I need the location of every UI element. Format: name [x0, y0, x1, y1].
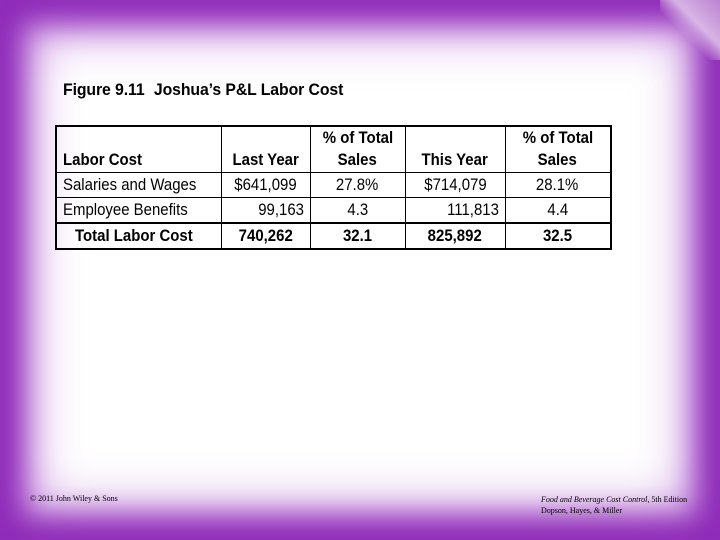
row-label: Salaries and Wages	[56, 173, 221, 198]
this-year-value: 111,813	[405, 198, 505, 224]
figure-number: Figure 9.11	[63, 80, 145, 99]
total-this-year-percent: 32.5	[505, 223, 611, 249]
labor-cost-table	[55, 125, 612, 250]
total-this-year-value: 825,892	[405, 223, 505, 249]
header-last-year: Last Year	[221, 126, 310, 173]
footer-book-title: Food and Beverage Cost Control	[541, 495, 648, 504]
figure-caption: Joshua’s P&L Labor Cost	[153, 80, 344, 99]
last-year-value: 99,163	[221, 198, 310, 224]
header-labor-cost: Labor Cost	[56, 126, 221, 173]
table-row-salaries	[56, 173, 611, 198]
header-last-year-percent: % of Total Sales	[310, 126, 405, 173]
last-year-percent: 4.3	[310, 198, 405, 224]
page-curl-decoration	[660, 0, 720, 60]
this-year-percent: 28.1%	[505, 173, 611, 198]
footer-authors: Dopson, Hayes, & Miller	[541, 506, 623, 515]
table-row-benefits	[56, 198, 611, 224]
total-label: Total Labor Cost	[56, 223, 221, 249]
table-header-row	[56, 126, 611, 173]
this-year-value: $714,079	[405, 173, 505, 198]
total-last-year-value: 740,262	[221, 223, 310, 249]
this-year-percent: 4.4	[505, 198, 611, 224]
header-this-year-percent: % of Total Sales	[505, 126, 611, 173]
total-last-year-percent: 32.1	[310, 223, 405, 249]
header-this-year: This Year	[405, 126, 505, 173]
footer-citation	[541, 494, 687, 516]
last-year-percent: 27.8%	[310, 173, 405, 198]
row-label: Employee Benefits	[56, 198, 221, 224]
footer-copyright: © 2011 John Wiley & Sons	[30, 494, 118, 503]
figure-title	[63, 80, 343, 100]
footer-edition: , 5th Edition	[647, 495, 688, 504]
last-year-value: $641,099	[221, 173, 310, 198]
table-row-total	[56, 223, 611, 249]
